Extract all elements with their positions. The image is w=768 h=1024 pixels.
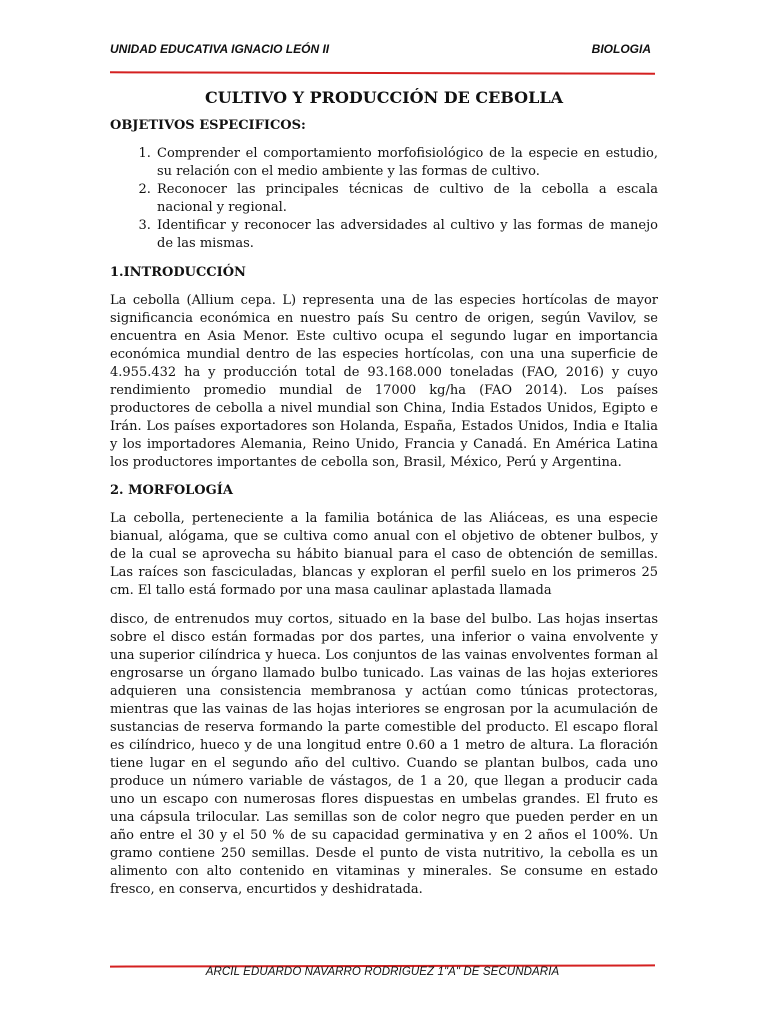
intro-heading: 1.INTRODUCCIÓN [110, 265, 246, 280]
intro-paragraph: La cebolla (Allium cepa. L) representa una de las especies hortícolas de mayor significancia económica en nuestro país Su centro de origen, según Vavilov, se encuentra en Asia Menor. Este cultivo ocupa el segundo lugar en importancia económica mundial dentro de las especies hortícolas, con una una superficie de 4.955.432 ha y producción total de 93.168.000 toneladas (FAO, 2016) y cuyo rendimiento promedio mundial de 17000 kg/ha (FAO 2014). Los países productores de cebolla a nivel mundial son China, India Estados Unidos, Egipto e Irán. Los países exportadores son Holanda, España, Estados Unidos, India e Italia y los importadores Alemania, Reino Unido, Francia y Canadá. En América Latina los productores importantes de cebolla son, Brasil, México, Perú y Argentina. [110, 293, 658, 470]
document-body [110, 87, 658, 909]
objective-item: 2. Reconocer las principales técnicas de cultivo de la cebolla a escala nacional y regional. [155, 181, 658, 217]
page-footer: ARCIL EDUARDO NAVARRO RODRIGUEZ 1"A" DE SECUNDARIA [205, 966, 560, 978]
objectives-list [110, 145, 658, 253]
objectives-heading: OBJETIVOS ESPECIFICOS: [110, 118, 306, 133]
header-rule [110, 71, 655, 74]
morphology-paragraph-2: disco, de entrenudos muy cortos, situado en la base del bulbo. Las hojas insertas sobre el disco están formadas por dos partes, una inferior o vaina envolvente y una superior cilíndrica y hueca. Los conjuntos de las vainas envolventes forman al engrosarse un órgano llamado bulbo tunicado. Las vainas de las hojas exteriores adquieren una consistencia membranosa y actúan como túnicas protectoras, mientras que las vainas de las hojas interiores se engrosan por la acumulación de sustancias de reserva formando la parte comestible del producto. El escapo floral es cilíndrico, hueco y de una longitud entre 0.60 a 1 metro de altura. La floración tiene lugar en el segundo año del cultivo. Cuando se plantan bulbos, cada uno produce un número variable de vástagos, de 1 a 20, que llegan a producir cada uno un escapo con numerosas flores dispuestas en umbelas grandes. El fruto es una cápsula trilocular. Las semillas son de color negro que pueden perder en un año entre el 30 y el 50 % de su capacidad germinativa y en 2 años el 100%. Un gramo contiene 250 semillas. Desde el punto de vista nutritivo, la cebolla es un alimento con alto contenido en vitaminas y minerales. Se consume en estado fresco, en conserva, encurtidos y deshidratada. [110, 612, 658, 897]
subject-name: BIOLOGIA [591, 42, 651, 56]
objective-item: 3. Identificar y reconocer las adversidades al cultivo y las formas de manejo de las mismas. [155, 217, 658, 253]
objective-item: 1. Comprender el comportamiento morfofisiológico de la especie en estudio, su relación con el medio ambiente y las formas de cultivo. [155, 145, 658, 181]
page-header [110, 42, 655, 60]
document-title: CULTIVO Y PRODUCCIÓN DE CEBOLLA [204, 88, 564, 107]
school-name: UNIDAD EDUCATIVA IGNACIO LEÓN II [110, 42, 330, 56]
morphology-paragraph-1: La cebolla, perteneciente a la familia botánica de las Aliáceas, es una especie bianual, alógama, que se cultiva como anual con el objetivo de obtener bulbos, y de la cual se aprovecha su hábito bianual para el caso de obtención de semillas. Las raíces son fasciculadas, blancas y exploran el perfil suelo en los primeros 25 cm. El tallo está formado por una masa caulinar aplastada llamada [110, 511, 658, 598]
morphology-heading: 2. MORFOLOGÍA [110, 483, 233, 498]
